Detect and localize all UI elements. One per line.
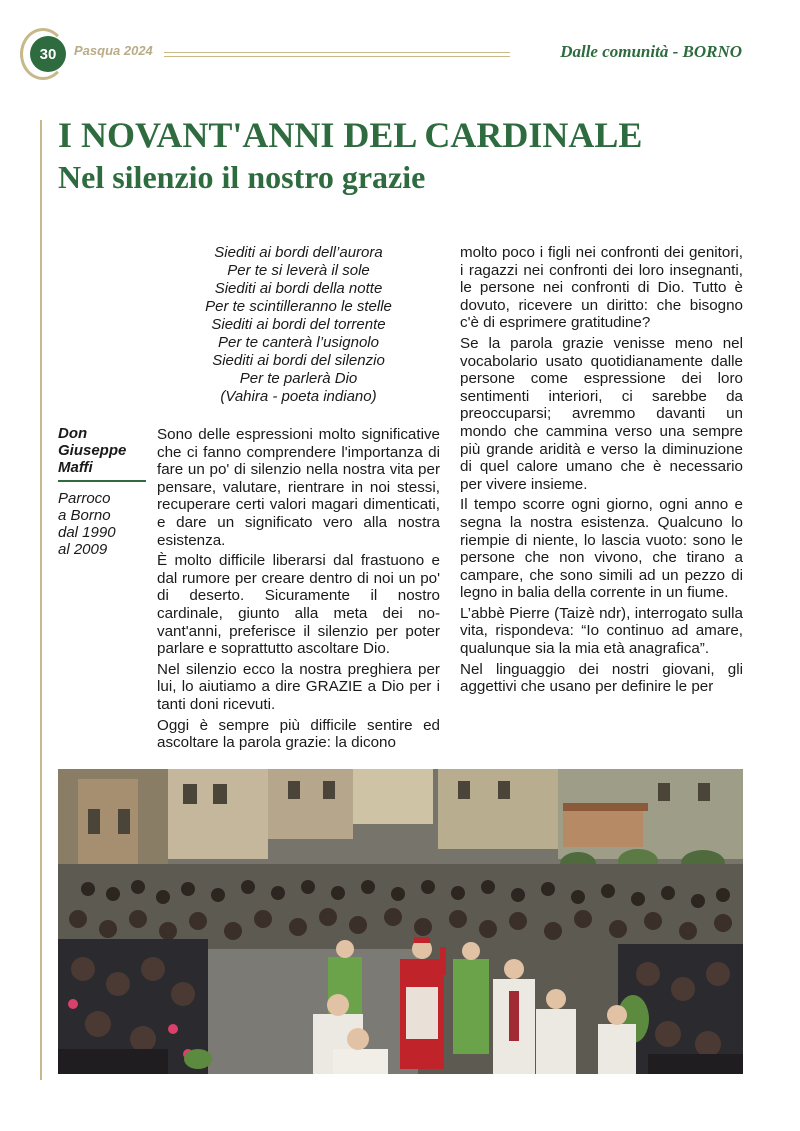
poem-line: Siediti ai bordi del silenzio (212, 352, 385, 369)
author-divider (58, 480, 146, 482)
poem-line: Siediti ai bordi della notte (214, 280, 383, 297)
paragraph: Il tempo scorre ogni giorno, ogni anno e segna la nostra esistenza. Qualcuno lo riempie di niente, lo lascia vuoto: sono le persone che non vivono, che tirano a campare, che sono simili ad un pezzo di legno in balia della corrente in un fiume. (460, 496, 743, 602)
article-title: I NOVANT'ANNI DEL CARDINALE (58, 115, 643, 155)
article-subtitle: Nel silenzio il nostro grazie (58, 159, 426, 195)
poem-line: Per te parlerà Dio (239, 370, 358, 387)
crowd-photo-illustration (58, 769, 743, 1074)
paragraph: Oggi è sempre più difficile sentire ed ascoltare la parola grazie: la dicono (157, 716, 440, 752)
article-column-1 (157, 426, 440, 752)
author-role-line: al 2009 (58, 541, 108, 558)
page-number: 30 (30, 36, 66, 72)
poem-line: Siediti ai bordi dell’aurora (214, 244, 383, 261)
author-role-line: a Borno (58, 507, 111, 524)
author-name-line: Maffi (58, 459, 93, 476)
paragraph: Nel linguaggio dei nostri giovani, gli aggettivi che usano per definire le per (460, 660, 743, 696)
poem-quote (157, 244, 440, 406)
poem-line: Per te scintilleranno le stelle (205, 298, 392, 315)
author-name-line: Don (58, 425, 88, 442)
paragraph: Se la parola grazie venisse meno nel vocabolario usato quotidianamente dalle persone come espressione dei loro sentimenti interiori, ci sarebbe da preoccuparsi; avremmo davanti un mondo che cammina verso una sempre più grande aridità e verso la diminuzione di quel calore umano che è necessario per vivere insieme. (460, 334, 743, 493)
paragraph: Sono delle espressioni molto significative che ci fanno comprendere l'importanza di fare un po' di silenzio nella nostra vita per pensare, valutare, rientrare in noi stessi, recuperare certi valori magari dimenticati, e dare un significato vero alla nostra esistenza. (157, 426, 440, 549)
author-role-line: Parroco (58, 490, 111, 507)
issue-label: Pasqua 2024 (74, 43, 153, 58)
article-column-2 (460, 244, 743, 696)
author-box (58, 425, 146, 558)
paragraph: L’abbè Pierre (Taizè ndr), interrogato sulla vita, rispondeva: “Io continuo ad amare, qualunque sia la mia età anagrafica”. (460, 604, 743, 658)
author-role-line: dal 1990 (58, 524, 116, 541)
poem-line: Per te canterà l’usignolo (218, 334, 379, 351)
poem-line: Per te si leverà il sole (227, 262, 370, 279)
poem-attribution: (Vahira - poeta indiano) (220, 388, 377, 405)
header-divider (164, 52, 510, 57)
section-title: Dalle comunità - BORNO (560, 42, 742, 61)
paragraph: molto poco i figli nei confronti dei genitori, i ragazzi nei confronti dei loro insegnanti, le persone nei confronti di Dio. Tutto è dovuto, ricevere un diritto: che bisogno c'è di esprimere gratitudine? (460, 244, 743, 332)
author-name-line: Giuseppe (58, 442, 127, 459)
crowd-photo (58, 769, 743, 1074)
paragraph: Nel silenzio ecco la nostra preghiera per lui, lo aiutiamo a dire GRAZIE a Dio per i tanti doni ricevuti. (157, 660, 440, 713)
poem-line: Siediti ai bordi del torrente (211, 316, 386, 333)
paragraph: È molto difficile liberarsi dal frastuono e dal rumore per creare dentro di noi un po' di deserto. Sicuramente il nostro cardinale, giunto alla meta dei novant'anni, preferisce il silenzio per poter parlare e soprattutto ascoltare Dio. (157, 552, 440, 658)
left-margin-rule (40, 120, 42, 1080)
